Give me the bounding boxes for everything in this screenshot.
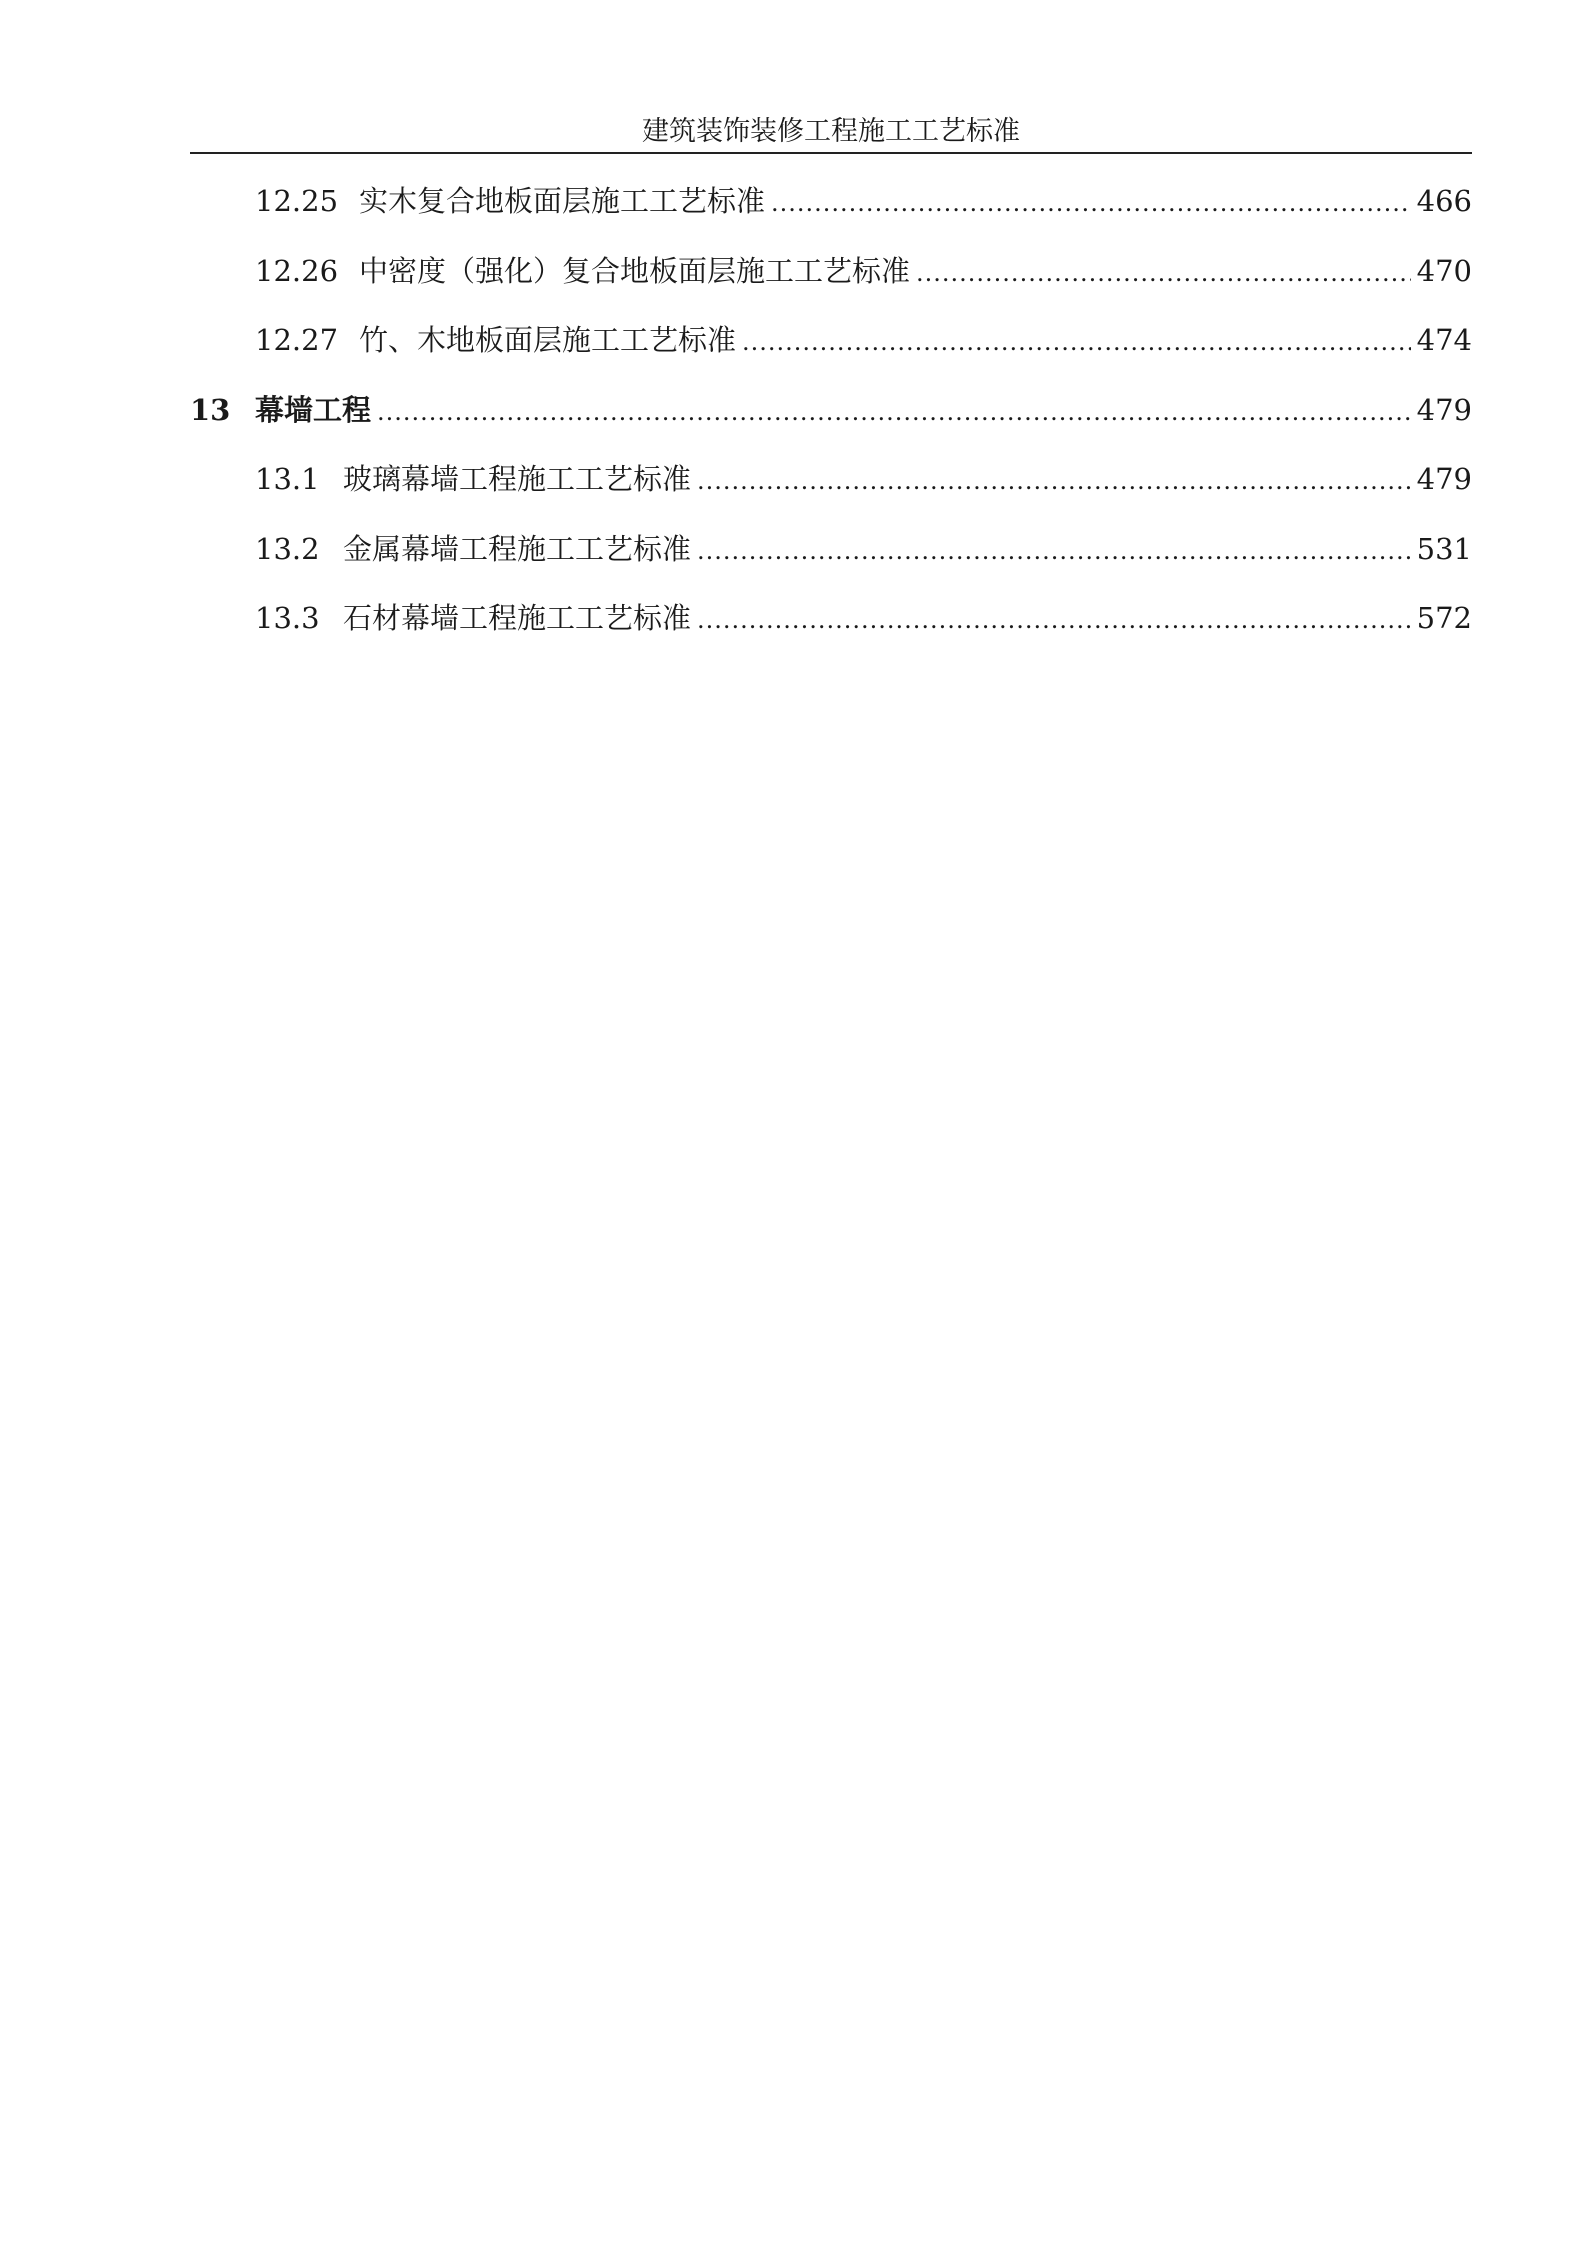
toc-entry-number: 12.27 [255,323,339,357]
toc-entry-page: 470 [1416,254,1472,288]
toc-entry-number: 13.2 [255,532,320,566]
toc-dot-leader [916,253,1411,293]
toc-entry-page: 479 [1416,462,1472,496]
toc-entry-page: 531 [1416,532,1472,566]
toc-dot-leader [771,183,1411,223]
toc-entry-title: 玻璃幕墙工程施工工艺标准 [343,462,692,496]
toc-entry-12-27[interactable] [255,320,1472,360]
toc-dot-leader [697,531,1411,571]
toc-entry-number: 13.3 [255,601,320,635]
toc-dot-leader [377,392,1411,432]
toc-entry-title: 石材幕墙工程施工工艺标准 [343,601,692,635]
header-rule [190,152,1472,154]
toc-entry-title: 金属幕墙工程施工工艺标准 [343,532,692,566]
toc-dot-leader [742,322,1411,362]
toc-dot-leader [697,600,1411,640]
toc-entry-title: 竹、木地板面层施工工艺标准 [359,323,737,357]
toc-entry-page: 466 [1416,184,1472,218]
toc-chapter-title: 幕墙工程 [255,393,372,427]
running-header: 建筑装饰装修工程施工工艺标准 [642,116,1020,147]
toc-entry-13-2[interactable] [255,529,1472,569]
toc-entry-title: 实木复合地板面层施工工艺标准 [359,184,766,218]
toc-dot-leader [697,461,1411,501]
toc-entry-number: 12.26 [255,254,339,288]
toc-entry-13-3[interactable] [255,598,1472,638]
toc-chapter-13[interactable] [190,390,1472,430]
toc-entry-13-1[interactable] [255,459,1472,499]
toc-entry-12-26[interactable] [255,251,1472,291]
toc-entry-title: 中密度（强化）复合地板面层施工工艺标准 [359,254,911,288]
toc-entry-12-25[interactable] [255,181,1472,221]
toc-entry-page: 572 [1416,601,1472,635]
toc-entry-number: 12.25 [255,184,339,218]
toc-chapter-page: 479 [1416,393,1472,427]
toc-entry-page: 474 [1416,323,1472,357]
toc-entry-number: 13.1 [255,462,320,496]
toc-chapter-number: 13 [190,393,231,427]
